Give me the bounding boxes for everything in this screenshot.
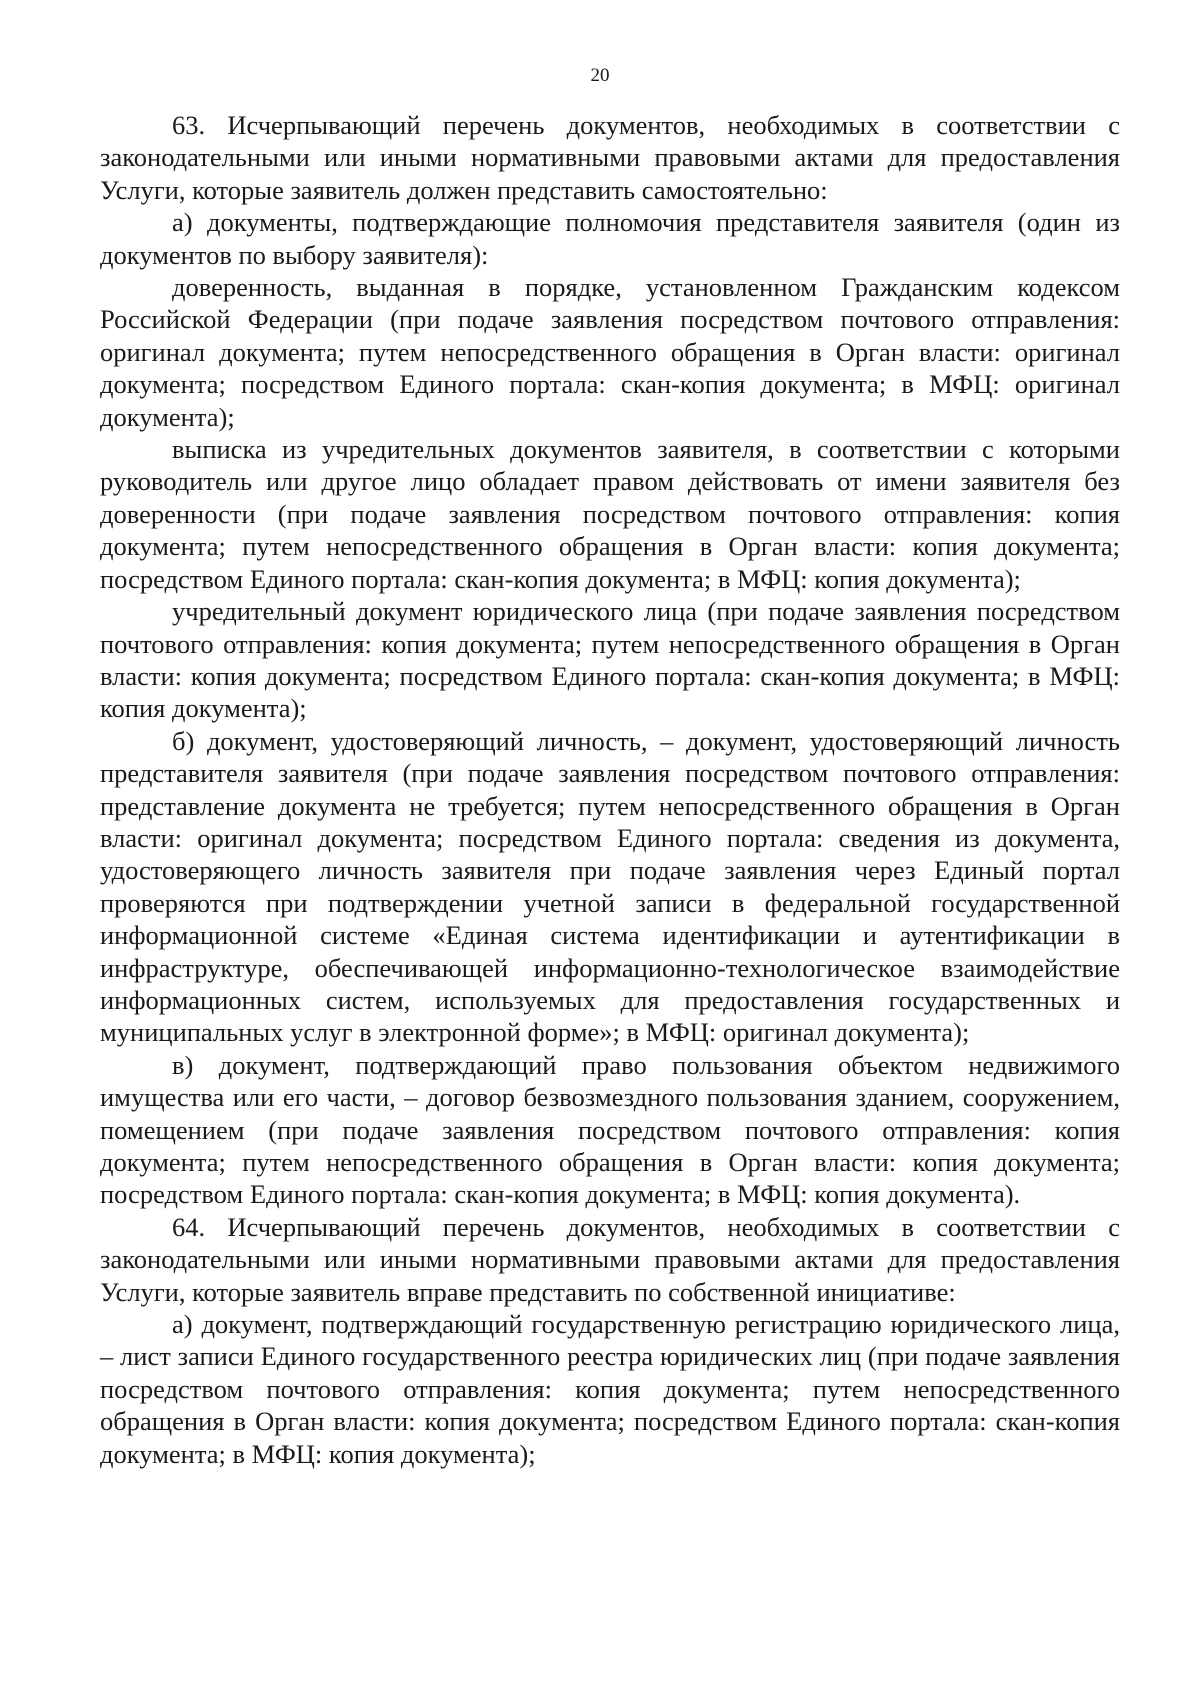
paragraph-63-a-power-of-attorney: доверенность, выданная в порядке, установленном Гражданским кодексом Российской Федерации (при подаче заявления посредством почтового отправления: оригинал документа; путем непосредственного обращения в Орган власти: оригинал документа; посредством Единого портала: скан-копия документа; в МФЦ: оригинал документа); — [100, 272, 1120, 432]
paragraph-63-intro: 63. Исчерпывающий перечень документов, необходимых в соответствии с законодательными или иными нормативными правовыми актами для предоставления Услуги, которые заявитель должен представить самостоятельно: — [100, 110, 1120, 205]
paragraph-63-a: а) документы, подтверждающие полномочия представителя заявителя (один из документов по выбору заявителя): — [100, 207, 1120, 270]
paragraph-64-a: а) документ, подтверждающий государственную регистрацию юридического лица, – лист записи Единого государственного реестра юридических лиц (при подаче заявления посредством почтового отправления: копия документа; путем непосредственного обращения в Орган власти: копия документа; посредством Единого портала: скан-копия документа; в МФЦ: копия документа); — [100, 1309, 1120, 1469]
paragraph-63-a-founding-document: учредительный документ юридического лица (при подаче заявления посредством почтового отправления: копия документа; путем непосредственного обращения в Орган власти: копия документа; посредством Единого портала: скан-копия документа; в МФЦ: копия документа); — [100, 596, 1120, 724]
paragraph-63-v: в) документ, подтверждающий право пользования объектом недвижимого имущества или его части, – договор безвозмездного пользования зданием, сооружением, помещением (при подаче заявления посредством почтового отправления: копия документа; путем непосредственного обращения в Орган власти: копия документа; посредством Единого портала: скан-копия документа; в МФЦ: копия документа). — [100, 1049, 1120, 1210]
document-body — [100, 109, 1120, 1470]
page-number: 20 — [590, 65, 610, 86]
paragraph-63-a-extract: выписка из учредительных документов заявителя, в соответствии с которыми руководитель или другое лицо обладает правом действовать от имени заявителя без доверенности (при подаче заявления посредством почтового отправления: копия документа; путем непосредственного обращения в Орган власти: копия документа; посредством Единого портала: скан-копия документа; в МФЦ: копия документа); — [100, 434, 1120, 594]
paragraph-63-b: б) документ, удостоверяющий личность, – документ, удостоверяющий личность представителя заявителя (при подаче заявления посредством почтового отправления: представление документа не требуется; путем непосредственного обращения в Орган власти: оригинал документа; посредством Единого портала: сведения из документа, удостоверяющего личность заявителя при подаче заявления через Единый портал проверяются при подтверждении учетной записи в федеральной государственной информационной системе «Единая система идентификации и аутентификации в инфраструктуре, обеспечивающей информационно-технологическое взаимодействие информационных систем, используемых для предоставления государственных и муниципальных услуг в электронной форме»; в МФЦ: оригинал документа); — [100, 725, 1120, 1048]
paragraph-64-intro: 64. Исчерпывающий перечень документов, необходимых в соответствии с законодательными или иными нормативными правовыми актами для предоставления Услуги, которые заявитель вправе представить по собственной инициативе: — [100, 1211, 1120, 1307]
